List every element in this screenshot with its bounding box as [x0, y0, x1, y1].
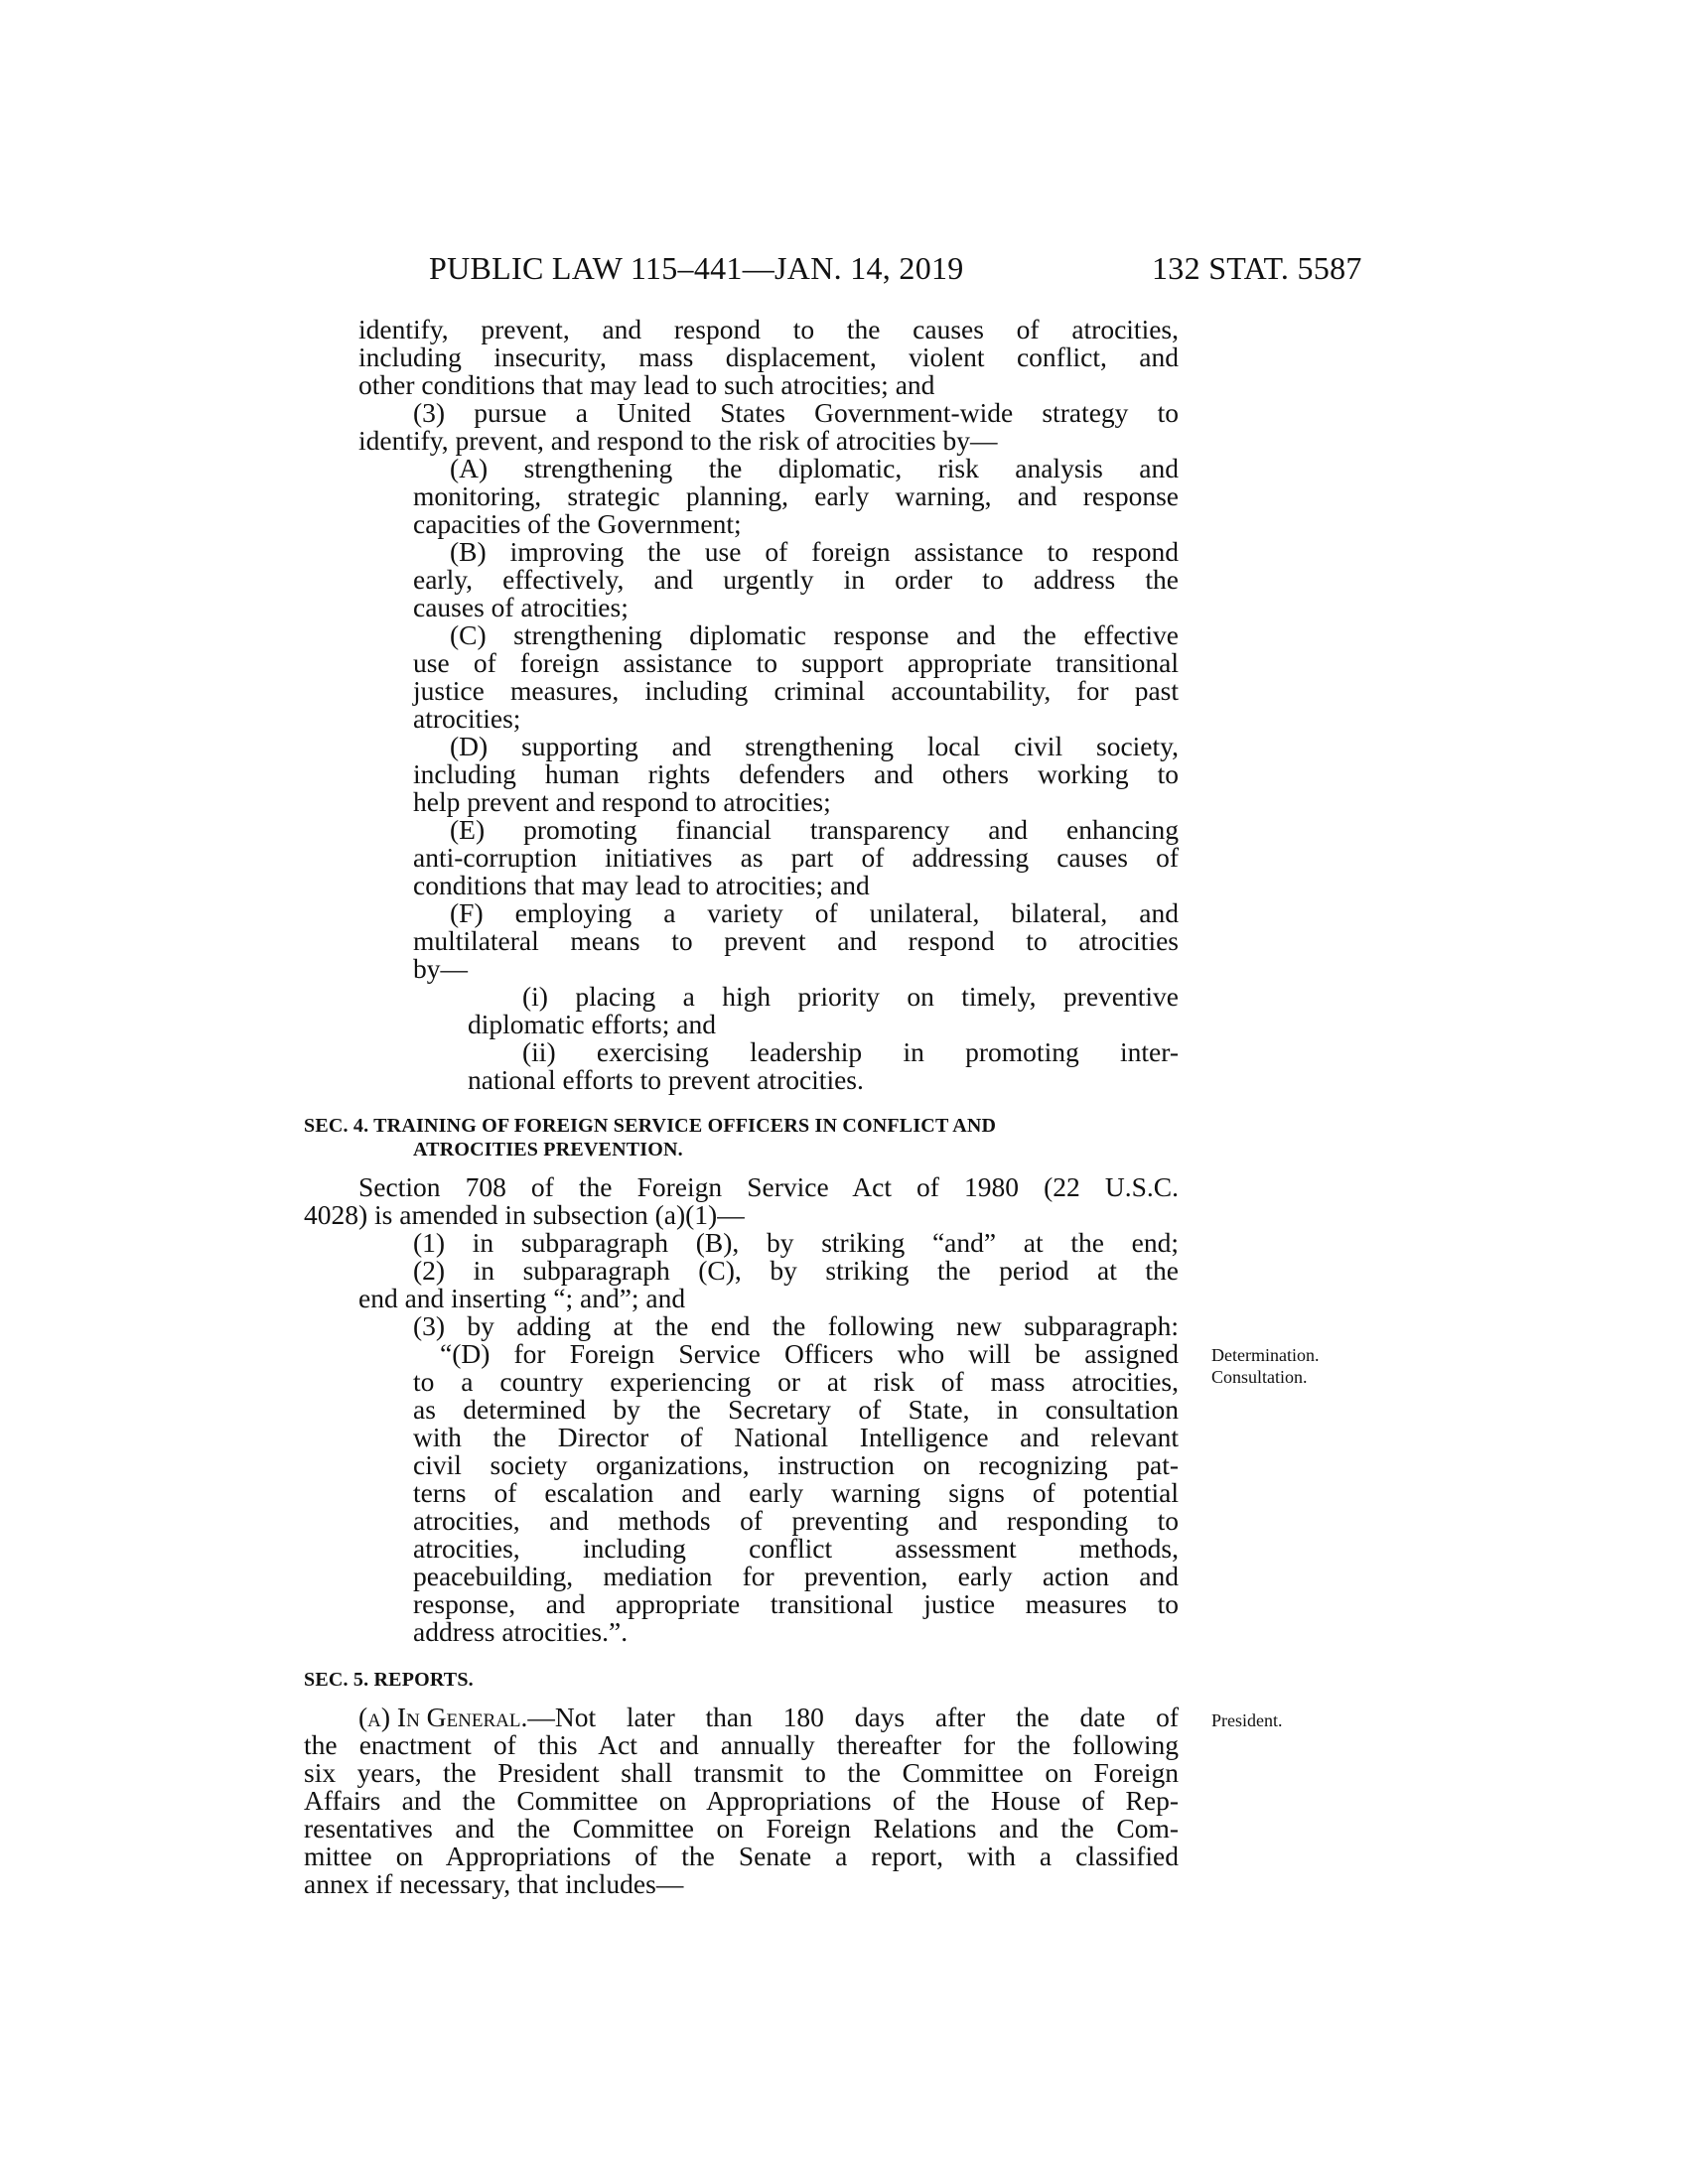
body-line: resentatives and the Committee on Foreign Relations and the Com-: [304, 1813, 1179, 1843]
body-line: [358, 1704, 1179, 1731]
body-line: multilateral means to prevent and respond to atrocities: [413, 925, 1179, 956]
body-line: terns of escalation and early warning signs of potential: [413, 1477, 1179, 1508]
body-line: diplomatic efforts; and: [468, 1009, 716, 1039]
body-line: atrocities, and methods of preventing and responding to: [413, 1505, 1179, 1536]
body-line: civil society organizations, instruction on recognizing pat-: [413, 1449, 1179, 1480]
section-heading: ATROCITIES PREVENTION.: [413, 1139, 683, 1160]
body-line: six years, the President shall transmit to the Committee on Foreign: [304, 1757, 1179, 1788]
paragraph-label: (a) In General.: [358, 1702, 528, 1732]
body-line: with the Director of National Intelligence and relevant: [413, 1422, 1179, 1452]
body-line: to a country experiencing or at risk of mass atrocities,: [413, 1366, 1179, 1397]
body-line: the enactment of this Act and annually thereafter for the following: [304, 1729, 1179, 1760]
body-line: causes of atrocities;: [413, 592, 629, 622]
body-line: early, effectively, and urgently in order to address the: [413, 564, 1179, 595]
body-line: capacities of the Government;: [413, 508, 742, 539]
body-line: (B) improving the use of foreign assistance to respond: [450, 536, 1179, 567]
page-header-title: PUBLIC LAW 115–441—JAN. 14, 2019: [429, 250, 964, 286]
body-line: atrocities;: [413, 703, 521, 734]
body-line: including insecurity, mass displacement, violent conflict, and: [358, 341, 1179, 372]
body-line: conditions that may lead to atrocities; and: [413, 870, 870, 900]
body-line: annex if necessary, that includes—: [304, 1868, 684, 1899]
body-line: Affairs and the Committee on Appropriations of the House of Rep-: [304, 1785, 1179, 1816]
body-line: (3) pursue a United States Government-wide strategy to: [413, 397, 1179, 428]
body-line: other conditions that may lead to such atrocities; and: [358, 369, 935, 400]
body-line: atrocities, including conflict assessment methods,: [413, 1533, 1179, 1564]
body-line: address atrocities.”.: [413, 1616, 629, 1647]
body-line: response, and appropriate transitional justice measures to: [413, 1588, 1179, 1619]
body-line: (D) supporting and strengthening local civil society,: [450, 731, 1179, 761]
body-line: anti-corruption initiatives as part of addressing causes of: [413, 842, 1179, 873]
body-line: (C) strengthening diplomatic response and the effective: [450, 619, 1179, 650]
section-heading: SEC. 5. REPORTS.: [304, 1669, 474, 1691]
body-line: (ii) exercising leadership in promoting inter-: [522, 1036, 1179, 1067]
body-line: “(D) for Foreign Service Officers who will be assigned: [440, 1338, 1179, 1369]
body-line: as determined by the Secretary of State, in consultation: [413, 1394, 1179, 1425]
body-line: (A) strengthening the diplomatic, risk analysis and: [450, 453, 1179, 483]
body-line: (1) in subparagraph (B), by striking “and” at the end;: [413, 1227, 1179, 1258]
body-line: monitoring, strategic planning, early warning, and response: [413, 480, 1179, 511]
body-line: 4028) is amended in subsection (a)(1)—: [304, 1199, 745, 1230]
body-line: national efforts to prevent atrocities.: [468, 1064, 864, 1095]
body-line: (i) placing a high priority on timely, preventive: [522, 981, 1179, 1012]
body-line: (E) promoting financial transparency and enhancing: [450, 814, 1179, 845]
body-line: peacebuilding, mediation for prevention, early action and: [413, 1561, 1179, 1591]
body-line: including human rights defenders and others working to: [413, 758, 1179, 789]
section-heading: SEC. 4. TRAINING OF FOREIGN SERVICE OFFICERS IN CONFLICT AND: [304, 1115, 997, 1137]
body-line: (2) in subparagraph (C), by striking the period at the: [413, 1255, 1179, 1286]
margin-note: Determination.: [1211, 1345, 1320, 1365]
body-line: help prevent and respond to atrocities;: [413, 786, 831, 817]
body-line: (3) by adding at the end the following new subparagraph:: [413, 1310, 1179, 1341]
paragraph-text: —Not later than 180 days after the date of: [527, 1702, 1179, 1732]
page-header-stat: 132 STAT. 5587: [1152, 250, 1362, 286]
body-line: by—: [413, 953, 468, 984]
body-line: identify, prevent, and respond to the risk of atrocities by—: [358, 425, 998, 456]
margin-note: President.: [1211, 1710, 1283, 1730]
body-line: (F) employing a variety of unilateral, bilateral, and: [450, 897, 1179, 928]
body-line: Section 708 of the Foreign Service Act of 1980 (22 U.S.C.: [358, 1171, 1179, 1202]
body-line: end and inserting “; and”; and: [358, 1283, 686, 1313]
body-line: identify, prevent, and respond to the causes of atrocities,: [358, 314, 1179, 344]
body-line: use of foreign assistance to support appropriate transitional: [413, 647, 1179, 678]
body-line: justice measures, including criminal accountability, for past: [413, 675, 1179, 706]
margin-note: Consultation.: [1211, 1367, 1308, 1387]
body-line: mittee on Appropriations of the Senate a report, with a classified: [304, 1841, 1179, 1871]
